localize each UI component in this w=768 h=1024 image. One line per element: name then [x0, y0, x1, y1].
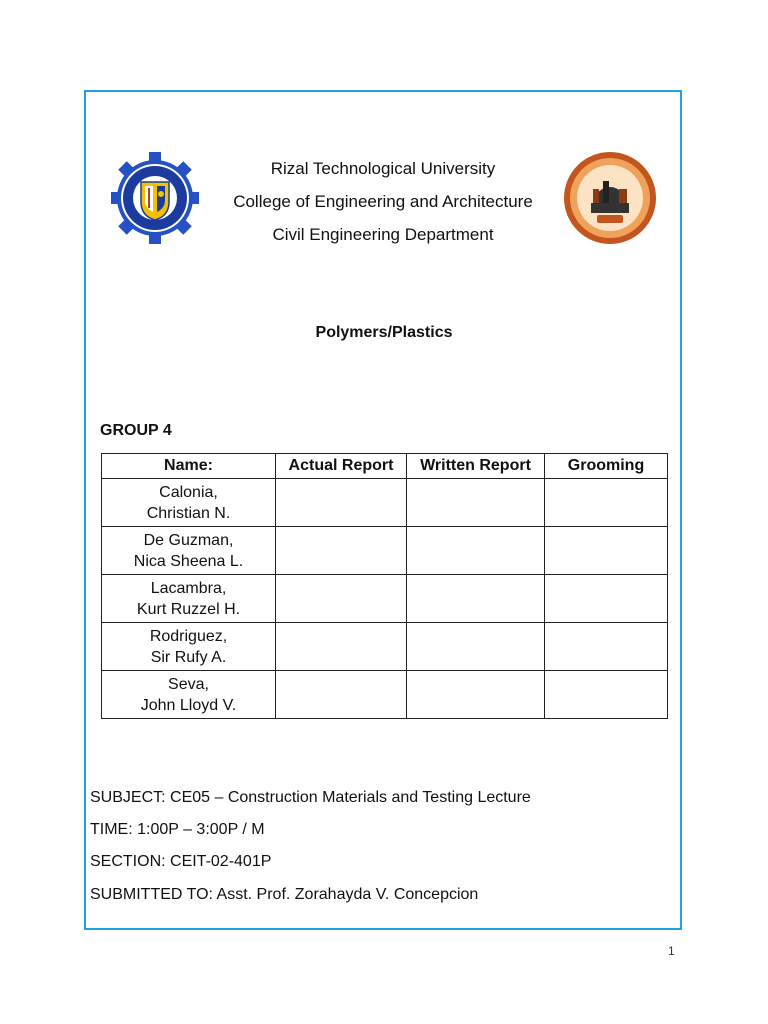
member-surname: De Guzman, — [143, 531, 234, 549]
written-report-cell — [407, 623, 545, 671]
member-name-cell — [102, 479, 276, 527]
table-row — [102, 623, 668, 671]
column-header-actual-report: Actual Report — [276, 454, 407, 479]
member-name-cell — [102, 623, 276, 671]
submitted-to-line: SUBMITTED TO: Asst. Prof. Zorahayda V. Concepcion — [90, 886, 479, 903]
group-label: GROUP 4 — [100, 422, 172, 439]
rtu-seal-icon — [111, 151, 199, 245]
actual-report-cell — [276, 527, 407, 575]
grooming-cell — [545, 575, 668, 623]
grooming-cell — [545, 479, 668, 527]
civil-engineering-seal-icon — [563, 151, 657, 245]
written-report-cell — [407, 479, 545, 527]
time-line: TIME: 1:00P – 3:00P / M — [90, 821, 265, 838]
table-row — [102, 527, 668, 575]
column-header-written-report: Written Report — [407, 454, 545, 479]
table-row — [102, 671, 668, 719]
member-surname: Calonia, — [159, 483, 218, 501]
university-name: Rizal Technological University — [270, 159, 496, 178]
college-name: College of Engineering and Architecture — [233, 192, 533, 211]
member-surname: Lacambra, — [150, 579, 227, 597]
member-given-name: Kurt Ruzzel H. — [136, 600, 241, 618]
document-title: Polymers/Plastics — [315, 324, 453, 341]
member-surname: Seva, — [168, 675, 209, 693]
written-report-cell — [407, 527, 545, 575]
table-row — [102, 575, 668, 623]
section-line: SECTION: CEIT-02-401P — [90, 853, 272, 870]
column-header-name: Name: — [102, 454, 276, 479]
subject-line: SUBJECT: CE05 – Construction Materials and Testing Lecture — [90, 789, 531, 806]
actual-report-cell — [276, 575, 407, 623]
actual-report-cell — [276, 479, 407, 527]
member-name-cell — [102, 527, 276, 575]
department-name: Civil Engineering Department — [272, 225, 494, 244]
member-given-name: John Lloyd V. — [140, 696, 237, 714]
member-given-name: Christian N. — [146, 504, 231, 522]
grooming-cell — [545, 671, 668, 719]
member-name-cell — [102, 575, 276, 623]
member-surname: Rodriguez, — [149, 627, 228, 645]
member-given-name: Sir Rufy A. — [150, 648, 227, 666]
actual-report-cell — [276, 671, 407, 719]
grooming-cell — [545, 623, 668, 671]
grades-table — [101, 453, 668, 719]
page-number: 1 — [668, 944, 675, 958]
actual-report-cell — [276, 623, 407, 671]
member-given-name: Nica Sheena L. — [133, 552, 244, 570]
column-header-grooming: Grooming — [545, 454, 668, 479]
grooming-cell — [545, 527, 668, 575]
table-row — [102, 479, 668, 527]
member-name-cell — [102, 671, 276, 719]
written-report-cell — [407, 671, 545, 719]
table-header-row — [102, 454, 668, 479]
written-report-cell — [407, 575, 545, 623]
